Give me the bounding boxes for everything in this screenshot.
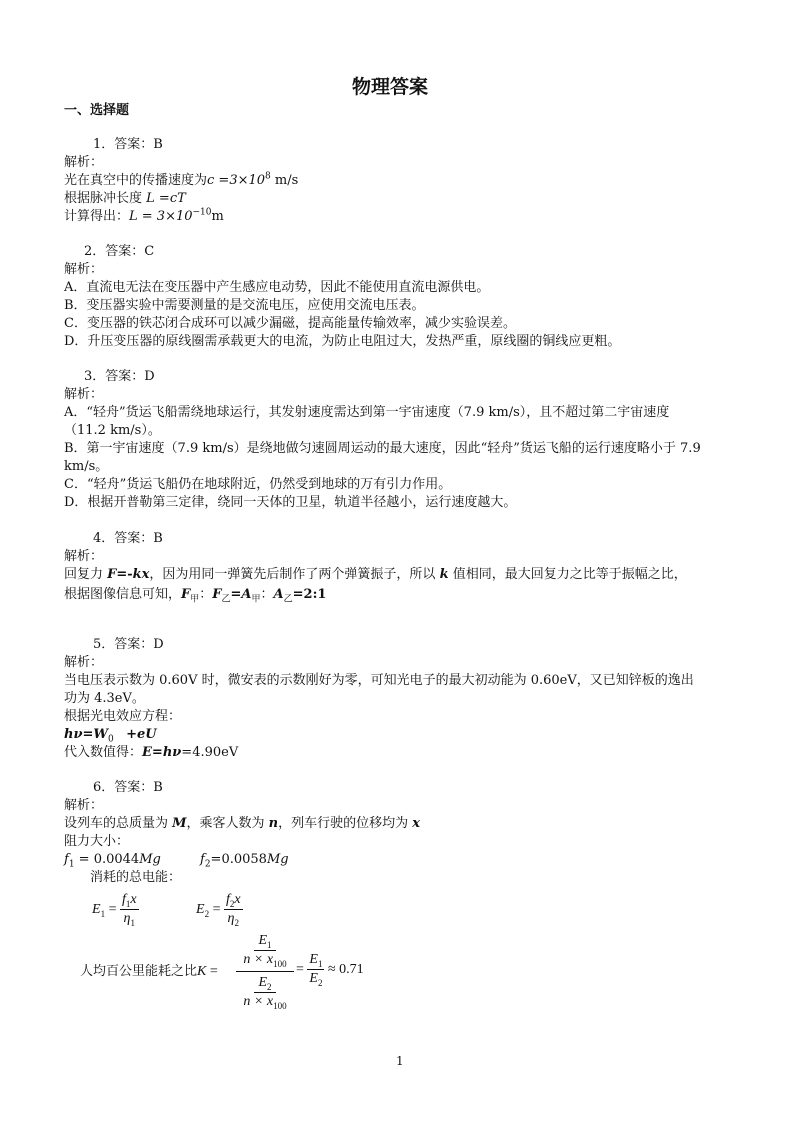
q3-answer: 3．答案：D [84,369,155,384]
q2-option-a: A．直流电无法在变压器中产生感应电动势，因此不能使用直流电源供电。 [64,280,490,295]
e1-fraction: $\frac{f_1x}{\eta_1}$ [121,892,137,929]
q4-line-1: 回复力 F=-kx，因为用同一弹簧先后制作了两个弹簧振子，所以 k 值相同，最大回复力之比等于振幅之比， [64,567,687,582]
q6-analysis-label: 解析： [64,798,104,813]
q3-analysis-label: 解析： [64,387,104,402]
q6-line-2: 阻力大小： [64,834,130,849]
q3-line-6: D．根据开普勒第三定律，绕同一天体的卫星，轨道半径越小，运行速度越大。 [64,495,517,510]
page-number: 1 [396,1054,404,1068]
main-fraction-bar [236,971,294,972]
q4-line-2: 根据图像信息可知，$F_甲$：$F_乙=A_甲$：$A_乙=2:1$ [64,587,327,605]
q5-line-3: 根据光电效应方程： [64,709,182,724]
q1-line-3: 计算得出：$L = 3\times 10^{-10}m$ [64,207,224,224]
e2-fraction: $\frac{f_2x}{\eta_2}$ [225,892,241,929]
e1-over-e2-fraction: $\frac{E_1}{E_2}$ [309,952,323,989]
q5-equation: $h\nu=W_0$ +eU [64,727,157,745]
q3-line-2: （11.2 km/s）。 [64,423,161,438]
q3-line-4: km/s。 [64,459,109,474]
q6-answer: 6．答案：B [93,780,163,795]
q6-line-4: 消耗的总电能： [90,870,182,885]
q1-analysis-label: 解析： [64,155,104,170]
q3-line-5: C．“轻舟”货运飞船仍在地球附近，仍然受到地球的万有引力作用。 [64,477,452,492]
section-heading: 一、选择题 [64,103,130,118]
q6-k-result: = $\frac{E_1}{E_2}$ ≈ 0.71 [296,952,364,989]
q4-answer: 4．答案：B [93,531,163,546]
q1-answer: 1．答案：B [93,137,163,152]
q2-option-b: B．变压器实验中需要测量的是交流电压，应使用交流电压表。 [64,298,425,313]
q6-friction-1: $f_1 = 0.0044Mg$ [64,852,161,870]
q6-k-big-fraction: $E_1$ $n \times x_{100}$ $E_2$ $n \times x_{100}$ [236,932,294,1011]
q1-line-1: 光在真空中的传播速度为$c =3\times 10^8$ m/s [64,171,299,188]
q5-line-1: 当电压表示数为 0.60V 时，微安表的示数刚好为零，可知光电子的最大初动能为 0.60eV，又已知锌板的逸出 [64,673,694,688]
q1-line-2: 根据脉冲长度 L =cT [64,191,186,206]
page-title: 物理答案 [352,76,429,98]
q2-option-c: C．变压器的铁芯闭合成环可以减少漏磁，提高能量传输效率，减少实验误差。 [64,316,516,331]
q3-line-1: A．“轻舟”货运飞船需绕地球运行，其发射速度需达到第一宇宙速度（7.9 km/s），且不超过第二宇宙速度 [64,405,670,420]
q6-e1-formula: $E_1$ = $\frac{f_1x}{\eta_1}$ [92,892,137,929]
q5-analysis-label: 解析： [64,655,104,670]
q6-line-1: 设列车的总质量为 M，乘客人数为 n，列车行驶的位移均为 x [64,816,421,831]
q2-option-d: D．升压变压器的原线圈需承载更大的电流，为防止电阻过大，发热严重，原线圈的铜线应更粗。 [64,334,621,349]
q3-line-3: B．第一宇宙速度（7.9 km/s）是绕地做匀速圆周运动的最大速度，因此“轻舟”货运飞船的运行速度略小于 7.9 [64,441,701,456]
q6-e2-formula: $E_2$ = $\frac{f_2x}{\eta_2}$ [196,892,241,929]
q2-answer: 2．答案：C [84,244,155,259]
q6-friction-2: $f_2=0.0058Mg$ [200,852,289,870]
q6-k-label: 人均百公里能耗之比K = [80,964,218,979]
q5-result: 代入数值得：E=hν=4.90eV [64,745,239,760]
q5-answer: 5．答案：D [93,637,164,652]
q2-analysis-label: 解析： [64,262,104,277]
q4-analysis-label: 解析： [64,549,104,564]
q5-line-2: 功为 4.3eV。 [64,691,145,706]
